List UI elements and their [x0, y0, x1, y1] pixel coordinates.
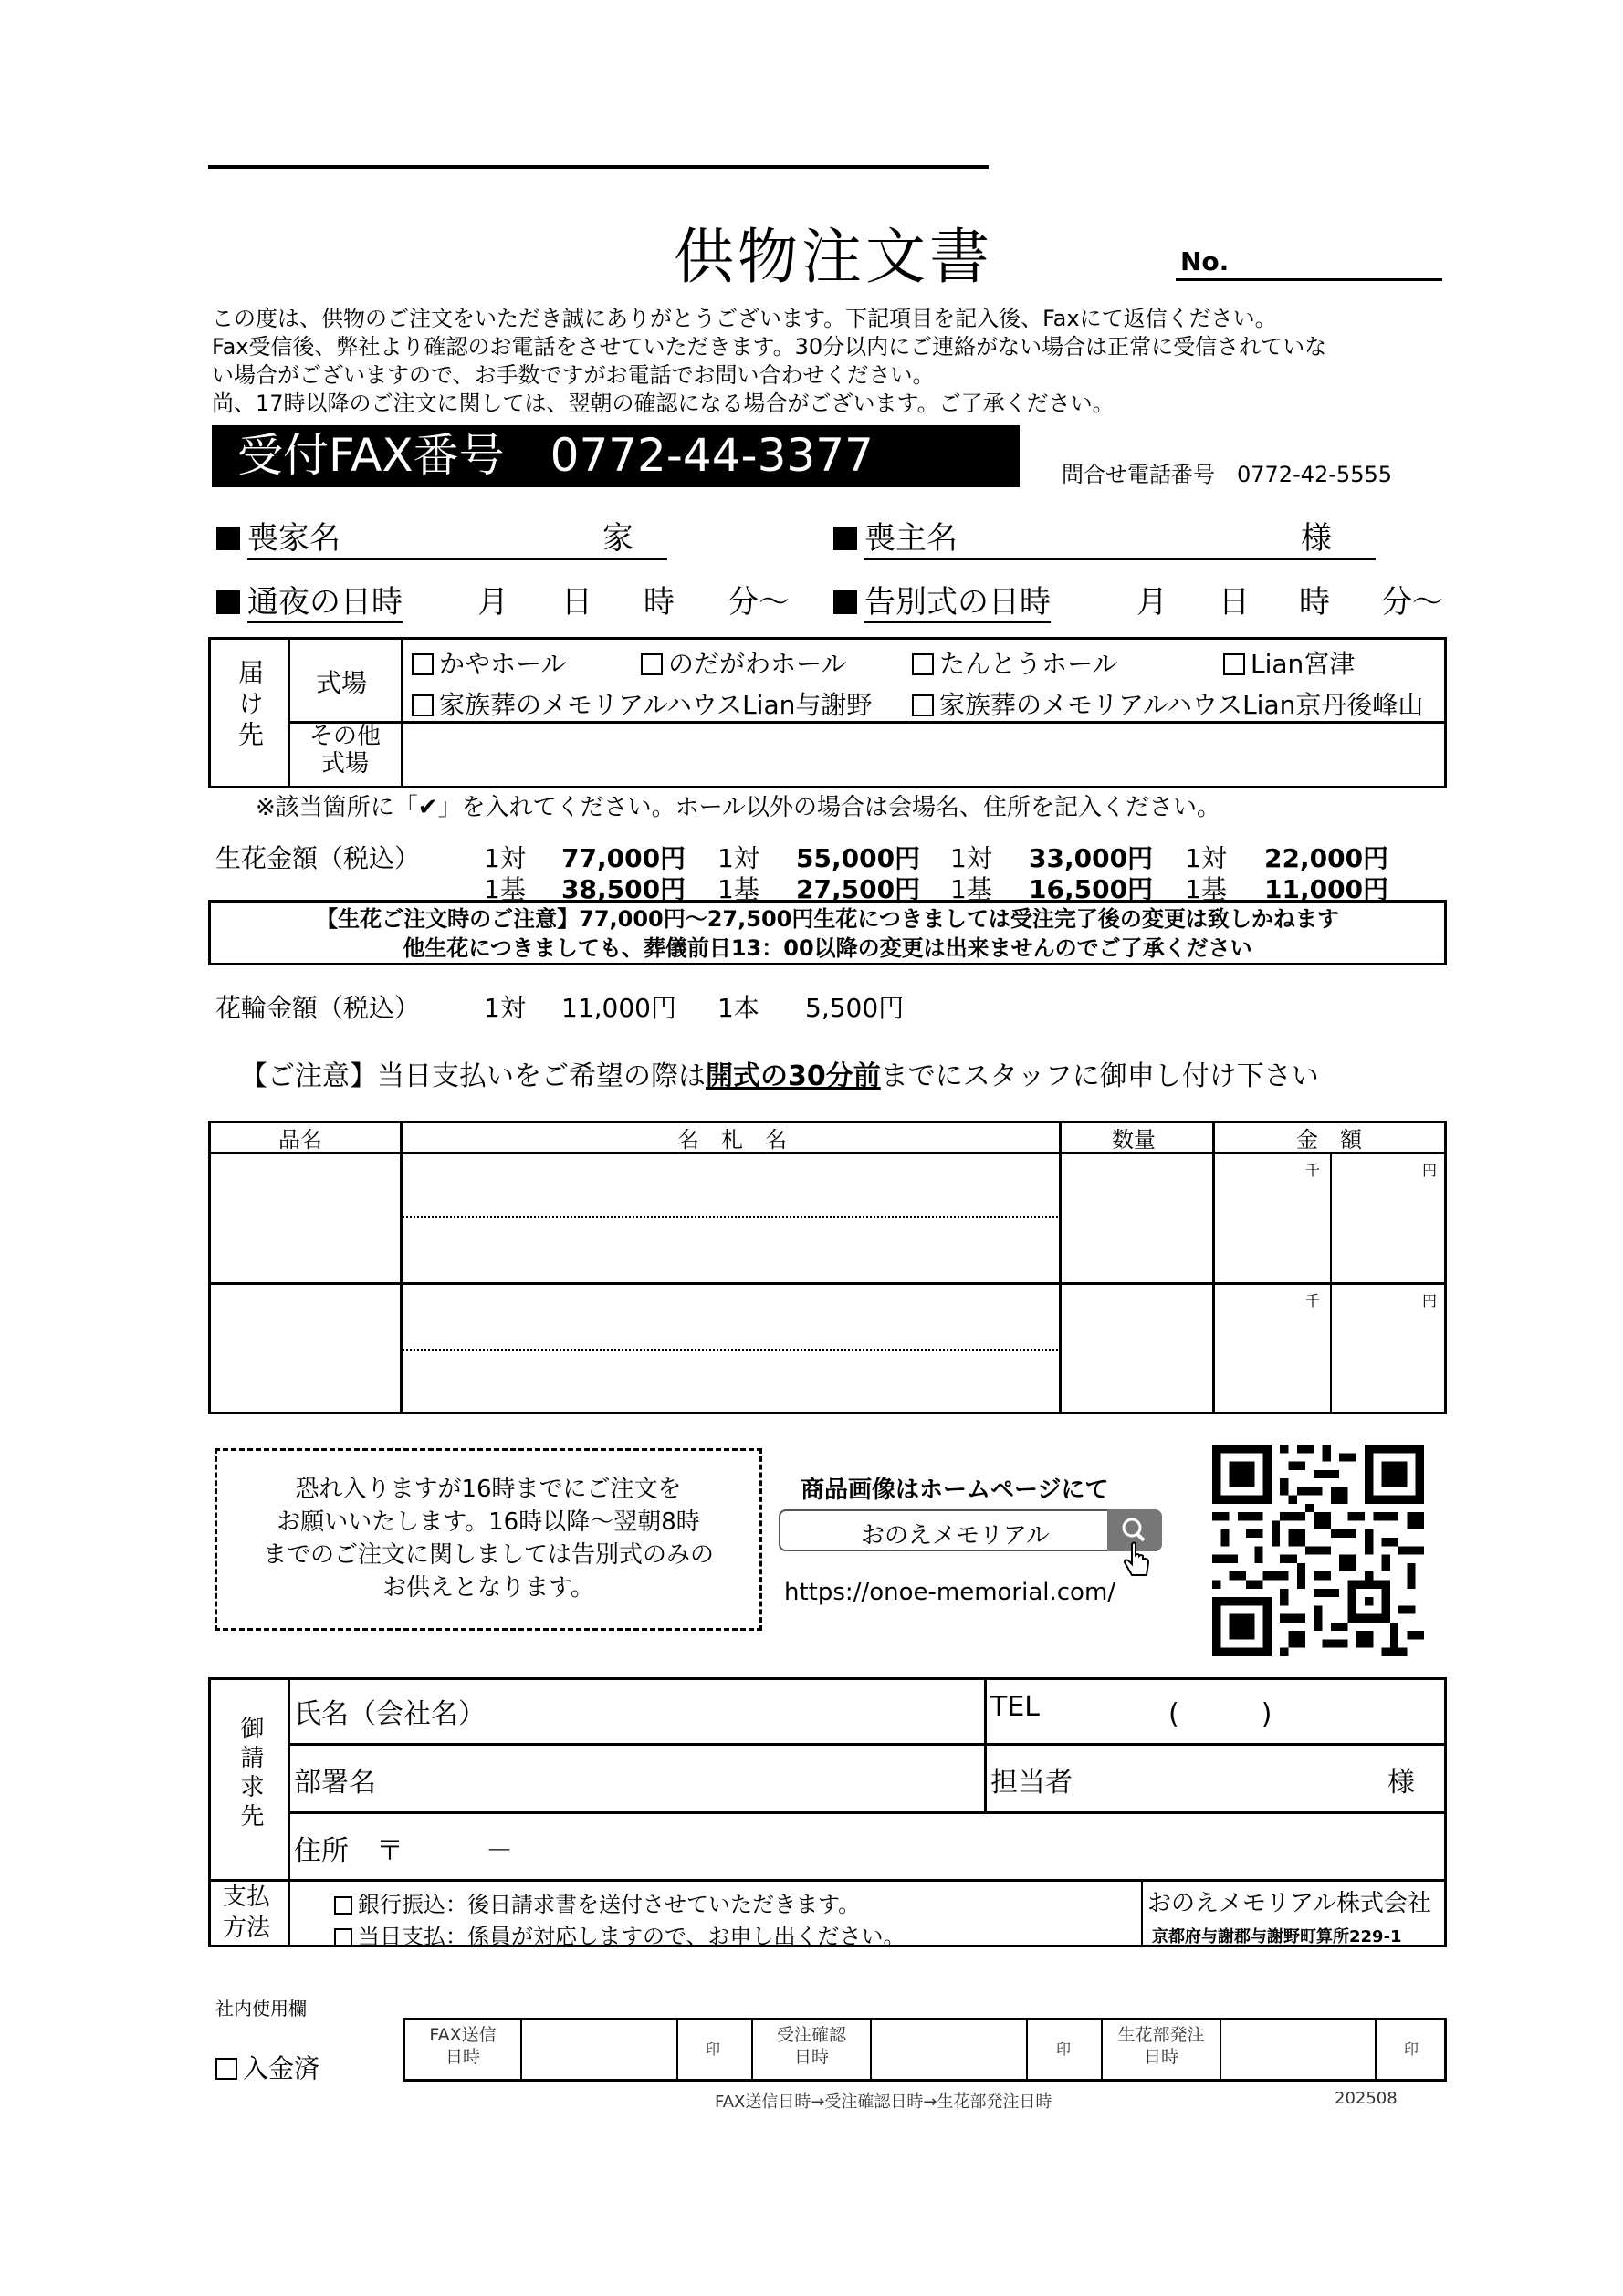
internal-label: 社内使用欄	[215, 1998, 307, 2019]
cutoff-notice-box	[215, 1448, 762, 1631]
divider	[208, 1879, 1447, 1882]
intro-text	[212, 305, 1453, 418]
company-address: 京都府与謝郡与謝野町算所229-1	[1152, 1927, 1402, 1946]
delivery-side-label: 届け先	[235, 659, 265, 752]
website-heading: 商品画像はホームページにて	[801, 1477, 1109, 1504]
internal-cell-fax: FAX送信 日時	[429, 2025, 497, 2067]
other-venue-label: その他 式場	[309, 723, 381, 778]
venue-option[interactable]: Lian宮津	[1223, 644, 1355, 681]
order-input-item[interactable]	[212, 1155, 398, 1281]
payment-option[interactable]: 当日支払：係員が対応しますので、お申し出ください。	[334, 1918, 906, 1950]
checkbox[interactable]	[215, 2058, 237, 2080]
divider	[1212, 1121, 1215, 1414]
dept-input[interactable]	[438, 1748, 977, 1809]
divider	[288, 1811, 1447, 1814]
internal-flow: FAX送信日時→受注確認日時→生花部発注日時	[715, 2092, 1052, 2112]
tel-paren: ( )	[1168, 1698, 1272, 1730]
cutoff-line: お供えとなります。	[382, 1574, 594, 1602]
delivery-note: ※該当箇所に「✔」を入れてください。ホール以外の場合は会場名、住所を記入ください。	[256, 794, 1221, 821]
col-header-item: 品名	[278, 1127, 322, 1153]
fax-number: 受付FAX番号 0772-44-3377	[237, 429, 874, 482]
chief-mourner-suffix: 様	[1301, 520, 1332, 557]
price-unit: 1基	[484, 874, 526, 904]
divider	[1141, 1879, 1143, 1947]
divider	[208, 1152, 1447, 1154]
checkbox[interactable]	[412, 694, 434, 716]
price-value: 77,000円	[561, 843, 686, 873]
price-unit: 1対	[950, 843, 992, 873]
order-input-qty[interactable]	[1063, 1155, 1210, 1281]
chief-mourner-field	[833, 513, 1376, 560]
wake-hour: 時	[644, 584, 675, 621]
divider	[870, 2018, 872, 2082]
payment-note	[240, 1053, 1319, 1093]
wake-datetime	[216, 577, 403, 621]
mourning-family-suffix: 家	[602, 520, 633, 557]
company-name: おのえメモリアル株式会社	[1147, 1890, 1431, 1917]
person-label: 担当者	[990, 1767, 1073, 1799]
bullet-square-icon	[833, 527, 857, 550]
price-unit: 1対	[484, 843, 526, 873]
bullet-square-icon	[216, 590, 240, 614]
venue-label: 式場	[316, 668, 368, 698]
website-url[interactable]: https://onoe-memorial.com/	[784, 1579, 1116, 1606]
venue-option[interactable]: 家族葬のメモリアルハウスLian京丹後峰山	[912, 685, 1423, 722]
price-value: 22,000円	[1264, 843, 1389, 873]
amount-unit: 千	[1305, 1292, 1321, 1310]
price-value: 11,000円	[1264, 874, 1389, 904]
fax-banner	[212, 425, 1020, 487]
internal-cell-order: 生花部発注 日時	[1117, 2025, 1205, 2067]
checkbox[interactable]	[412, 653, 434, 675]
funeral-day: 日	[1219, 584, 1250, 621]
order-input-amount[interactable]	[1216, 1155, 1444, 1281]
checkbox[interactable]	[912, 653, 934, 675]
cutoff-line: 恐れ入りますが16時までにご注文を	[295, 1476, 682, 1503]
price-unit: 1基	[1185, 874, 1227, 904]
wreath-price: 11,000円	[561, 993, 676, 1023]
wake-label: 通夜の日時	[247, 584, 403, 623]
billing-side-label: 御請求先	[236, 1716, 264, 1832]
page-title: 供物注文書	[674, 222, 993, 292]
search-box[interactable]	[779, 1509, 1162, 1551]
address-label: 住所 〒 －	[294, 1835, 513, 1867]
divider	[208, 1282, 1447, 1285]
internal-cell-confirm: 受注確認 日時	[776, 2025, 846, 2067]
checkbox[interactable]	[334, 1928, 352, 1946]
fresh-flower-label: 生花金額（税込）	[215, 843, 421, 873]
mourning-family-label: 喪家名	[247, 513, 667, 560]
amount-unit: 円	[1422, 1292, 1438, 1310]
divider	[1026, 2018, 1028, 2082]
order-input-qty[interactable]	[1063, 1286, 1210, 1412]
order-input-tag[interactable]	[403, 1155, 1057, 1281]
address-input[interactable]	[511, 1816, 1442, 1876]
price-value: 55,000円	[796, 843, 921, 873]
amount-unit: 円	[1422, 1162, 1438, 1179]
cutoff-line: お願いいたします。16時以降～翌朝8時	[277, 1508, 700, 1536]
venue-option[interactable]: かやホール	[412, 644, 566, 681]
divider	[1059, 1121, 1062, 1414]
order-input-item[interactable]	[212, 1286, 398, 1412]
order-number-line	[1176, 278, 1442, 281]
wake-day: 日	[561, 584, 592, 621]
divider	[401, 637, 403, 788]
funeral-month: 月	[1136, 584, 1168, 621]
divider	[1220, 2018, 1221, 2082]
form-code: 202508	[1335, 2089, 1398, 2108]
dept-label: 部署名	[294, 1767, 376, 1799]
payment-note-emphasis: 開式の30分前	[706, 1060, 881, 1092]
price-unit: 1基	[950, 874, 992, 904]
col-header-amount: 金 額	[1296, 1127, 1362, 1153]
divider	[288, 637, 290, 788]
price-value: 38,500円	[561, 874, 686, 904]
funeral-label: 告別式の日時	[864, 584, 1051, 623]
chief-mourner-label: 喪主名	[864, 513, 1376, 560]
notice-line: 【生花ご注文時のご注意】77,000円～27,500円生花につきましては受注完了後の変更は致しかねます	[316, 906, 1339, 932]
wreath-label: 花輪金額（税込）	[215, 993, 421, 1023]
inquiry-phone: 問合せ電話番号 0772-42-5555	[1062, 462, 1393, 487]
divider	[984, 1677, 987, 1814]
divider	[676, 2018, 678, 2082]
venue-option[interactable]: 家族葬のメモリアルハウスLian与謝野	[412, 685, 872, 722]
checkbox[interactable]	[1223, 653, 1245, 675]
other-venue-input[interactable]	[406, 725, 1442, 786]
price-unit: 1対	[1185, 843, 1227, 873]
seal-label: 印	[1404, 2040, 1419, 2058]
header-rule	[208, 165, 989, 169]
paid-checkbox-row[interactable]: 入金済	[215, 2049, 319, 2085]
tel-label: TEL	[990, 1691, 1040, 1723]
payment-option[interactable]: 銀行振込：後日請求書を送付させていただきます。	[334, 1886, 860, 1918]
order-input-amount[interactable]	[1216, 1286, 1444, 1412]
divider	[1375, 2018, 1377, 2082]
seal-label: 印	[1056, 2040, 1072, 2058]
venue-option[interactable]: たんとうホール	[912, 644, 1117, 681]
cutoff-line: までのご注文に関しましては告別式のみの	[262, 1541, 714, 1569]
funeral-hour: 時	[1299, 584, 1330, 621]
order-number-label: No.	[1180, 246, 1230, 277]
price-value: 27,500円	[796, 874, 921, 904]
intro-line: 尚、17時以降のご注文に関しては、翌朝の確認になる場合がございます。ご了承ください。	[212, 391, 1115, 416]
intro-line: この度は、供物のご注文をいただき誠にありがとうございます。下記項目を記入後、Faxにて返信ください。	[212, 306, 1277, 331]
payment-note-pre: 【ご注意】当日支払いをご希望の際は	[240, 1060, 706, 1092]
funeral-datetime	[833, 577, 1051, 621]
notice-box	[208, 900, 1447, 965]
bullet-square-icon	[833, 590, 857, 614]
wreath-price: 5,500円	[805, 993, 905, 1023]
venue-option[interactable]: のだがわホール	[641, 644, 846, 681]
funeral-minute: 分～	[1381, 584, 1443, 621]
amount-unit: 千	[1305, 1162, 1321, 1179]
wake-minute: 分～	[728, 584, 790, 621]
col-header-tag: 名 札 名	[677, 1127, 787, 1153]
intro-line: い場合がございますので、お手数ですがお電話でお問い合わせください。	[212, 362, 935, 388]
wake-month: 月	[477, 584, 508, 621]
price-unit: 1対	[717, 843, 759, 873]
price-value: 33,000円	[1029, 843, 1154, 873]
wreath-unit: 1対	[484, 993, 526, 1023]
payment-note-post: までにスタッフに御申し付け下さい	[880, 1060, 1319, 1092]
notice-line: 他生花につきましても、葬儀前日13：00以降の変更は出来ませんのでご了承ください	[403, 935, 1252, 961]
name-input[interactable]	[511, 1681, 977, 1741]
price-value: 16,500円	[1029, 874, 1154, 904]
checkbox[interactable]	[334, 1896, 352, 1915]
bullet-square-icon	[216, 527, 240, 550]
internal-table	[403, 2018, 1447, 2082]
divider	[400, 1121, 403, 1414]
payment-method-label: 支払 方法	[223, 1884, 271, 1942]
wreath-unit: 1本	[717, 993, 759, 1023]
qr-code-icon	[1209, 1445, 1427, 1656]
order-input-tag[interactable]	[403, 1286, 1057, 1412]
divider	[288, 1743, 1447, 1746]
checkbox[interactable]	[641, 653, 663, 675]
name-label: 氏名（会社名）	[294, 1698, 486, 1730]
checkbox[interactable]	[912, 694, 934, 716]
divider	[520, 2018, 522, 2082]
seal-label: 印	[706, 2040, 721, 2058]
col-header-qty: 数量	[1112, 1127, 1156, 1153]
person-suffix: 様	[1387, 1767, 1415, 1799]
intro-line: Fax受信後、弊社より確認のお電話をさせていただきます。30分以内にご連絡がない場合は正常に受信されていな	[212, 334, 1327, 360]
mourning-family-field	[216, 513, 667, 560]
pointer-hand-icon	[1121, 1540, 1154, 1582]
price-unit: 1基	[717, 874, 759, 904]
search-text: おのえメモリアル	[861, 1522, 1050, 1550]
